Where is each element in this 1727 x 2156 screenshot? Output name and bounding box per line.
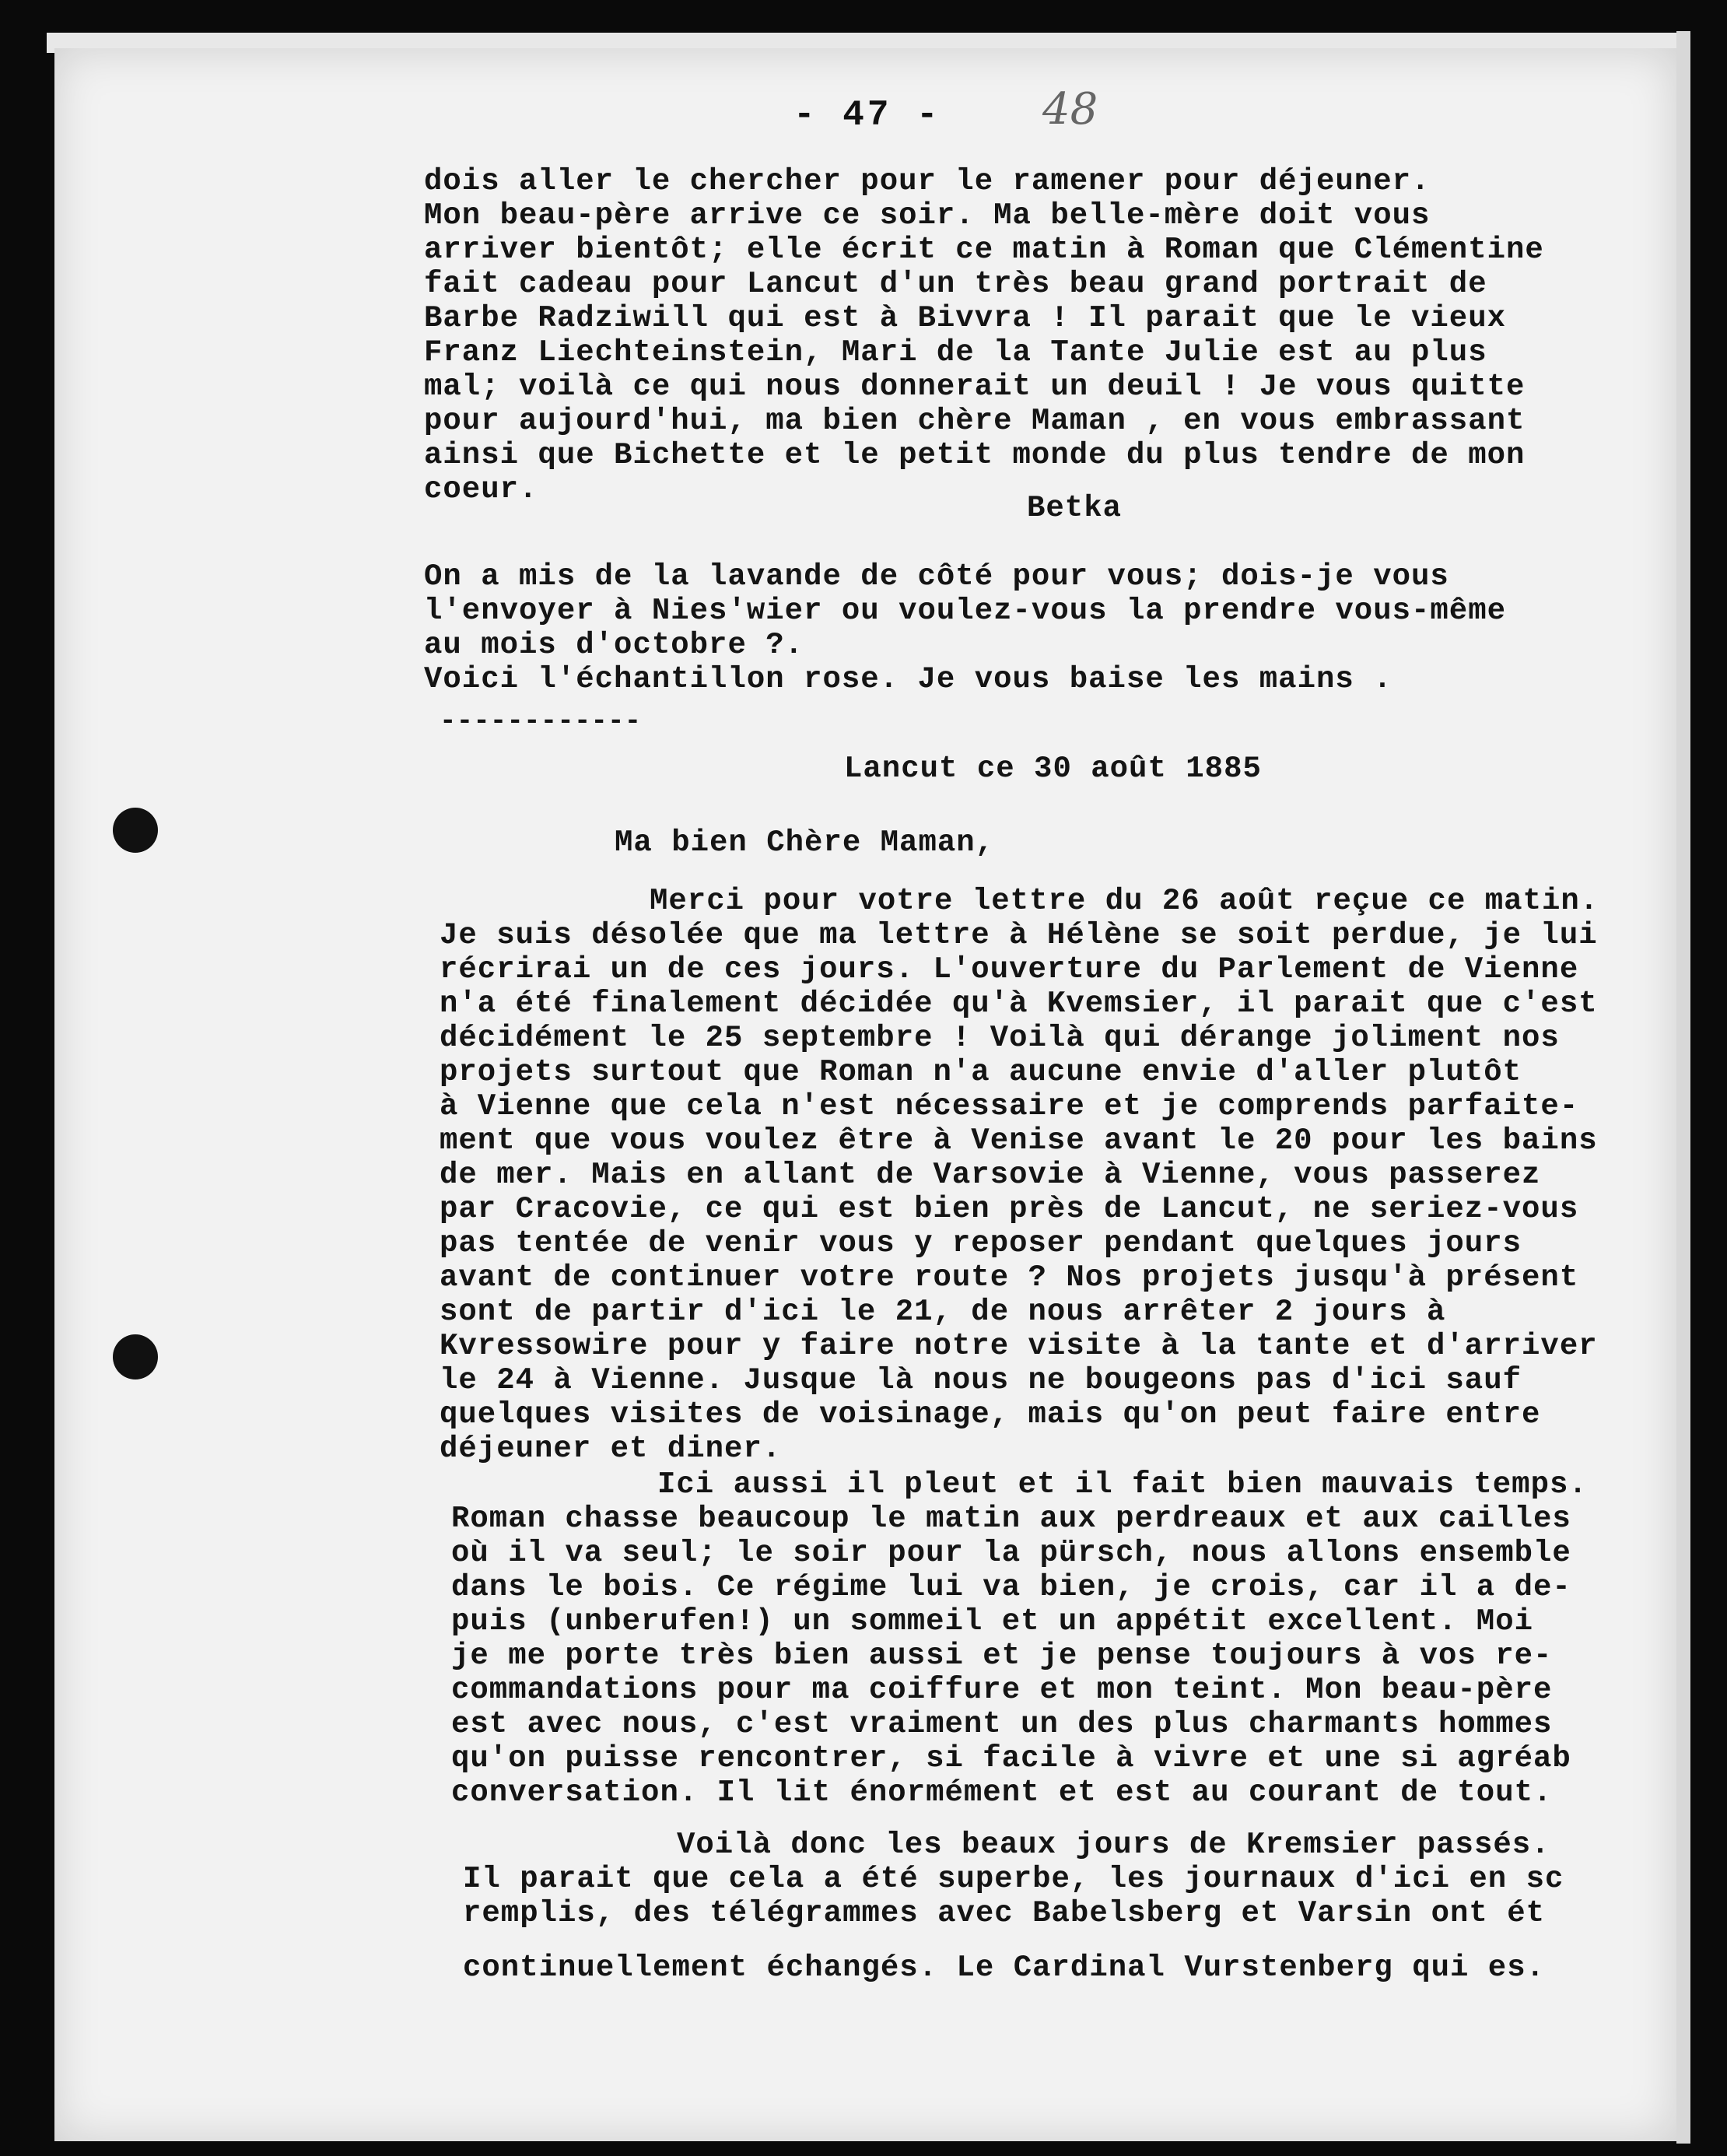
postscript-line: On a mis de la lavande de côté pour vous; dois-je vous bbox=[424, 559, 1449, 594]
text-line: pour aujourd'hui, ma bien chère Maman , en vous embrassant bbox=[424, 404, 1526, 438]
paragraph-line: Roman chasse beaucoup le matin aux perdreaux et aux cailles bbox=[451, 1502, 1571, 1536]
text-line: arriver bientôt; elle écrit ce matin à Roman que Clémentine bbox=[424, 233, 1544, 267]
paragraph-line: commandations pour ma coiffure et mon teint. Mon beau-père bbox=[451, 1673, 1553, 1707]
postscript-line: l'envoyer à Nies'wier ou voulez-vous la prendre vous-même bbox=[424, 594, 1507, 628]
paragraph-line: Ici aussi il pleut et il fait bien mauvais temps. bbox=[657, 1467, 1588, 1502]
paragraph-line: puis (unberufen!) un sommeil et un appétit excellent. Moi bbox=[451, 1604, 1534, 1639]
paragraph-line: Merci pour votre lettre du 26 août reçue ce matin. bbox=[650, 884, 1599, 918]
paragraph-line: ment que vous voulez être à Venise avant le 20 pour les bains bbox=[440, 1124, 1598, 1158]
paragraph-line: de mer. Mais en allant de Varsovie à Vienne, vous passerez bbox=[440, 1158, 1541, 1192]
page-number: - 47 - bbox=[793, 95, 941, 135]
paragraph-line: pas tentée de venir vous y reposer pendant quelques jours bbox=[440, 1226, 1522, 1260]
punch-hole bbox=[113, 1334, 158, 1379]
signature-betka: Betka bbox=[1027, 491, 1123, 525]
paragraph-line: dans le bois. Ce régime lui va bien, je crois, car il a de- bbox=[451, 1570, 1571, 1604]
paragraph-line: qu'on puisse rencontrer, si facile à vivre et une si agréab bbox=[451, 1741, 1571, 1776]
text-line: Franz Liechteinstein, Mari de la Tante Julie est au plus bbox=[424, 335, 1487, 370]
paragraph-line: quelques visites de voisinage, mais qu'on peut faire entre bbox=[440, 1397, 1541, 1432]
postscript-line: Voici l'échantillon rose. Je vous baise les mains . bbox=[424, 662, 1392, 696]
paragraph-line: je me porte très bien aussi et je pense toujours à vos re- bbox=[451, 1639, 1553, 1673]
paragraph-line: Kvressowire pour y faire notre visite à la tante et d'arriver bbox=[440, 1329, 1598, 1363]
paragraph-line: projets surtout que Roman n'a aucune envie d'aller plutôt bbox=[440, 1055, 1522, 1089]
paragraph-line: Il parait que cela a été superbe, les journaux d'ici en sc bbox=[463, 1862, 1564, 1896]
text-line: mal; voilà ce qui nous donnerait un deuil ! Je vous quitte bbox=[424, 370, 1526, 404]
text-line: ainsi que Bichette et le petit monde du plus tendre de mon bbox=[424, 438, 1526, 472]
paragraph-line: avant de continuer votre route ? Nos projets jusqu'à présent bbox=[440, 1260, 1579, 1295]
paragraph-line: décidément le 25 septembre ! Voilà qui dérange joliment nos bbox=[440, 1021, 1560, 1055]
paragraph-line: n'a été finalement décidée qu'à Kvemsier, il parait que c'est bbox=[440, 987, 1598, 1021]
paragraph-line: est avec nous, c'est vraiment un des plus charmants hommes bbox=[451, 1707, 1553, 1741]
page-edge bbox=[1676, 31, 1690, 2144]
postscript-line: au mois d'octobre ?. bbox=[424, 628, 804, 662]
paragraph-line: remplis, des télégrammes avec Babelsberg et Varsin ont ét bbox=[463, 1896, 1546, 1930]
separator-dashes: ------------ bbox=[440, 705, 642, 737]
letter-salutation: Ma bien Chère Maman, bbox=[615, 826, 995, 860]
paragraph-line: conversation. Il lit énormément et est au courant de tout. bbox=[451, 1776, 1553, 1810]
text-line: fait cadeau pour Lancut d'un très beau grand portrait de bbox=[424, 267, 1487, 301]
paragraph-line: déjeuner et diner. bbox=[440, 1432, 782, 1466]
paragraph-line: récrirai un de ces jours. L'ouverture du Parlement de Vienne bbox=[440, 952, 1579, 987]
paragraph-line: continuellement échangés. Le Cardinal Vurstenberg qui es. bbox=[463, 1951, 1546, 1985]
paragraph-line: par Cracovie, ce qui est bien près de Lancut, ne seriez-vous bbox=[440, 1192, 1579, 1226]
paragraph-line: sont de partir d'ici le 21, de nous arrêter 2 jours à bbox=[440, 1295, 1446, 1329]
punch-hole bbox=[113, 808, 158, 853]
handwritten-page-number: 48 bbox=[1042, 84, 1098, 135]
paragraph-line: Voilà donc les beaux jours de Kremsier passés. bbox=[677, 1828, 1550, 1862]
paragraph-line: le 24 à Vienne. Jusque là nous ne bougeons pas d'ici sauf bbox=[440, 1363, 1522, 1397]
paragraph-line: Je suis désolée que ma lettre à Hélène se soit perdue, je lui bbox=[440, 918, 1598, 952]
text-line: Mon beau-père arrive ce soir. Ma belle-mère doit vous bbox=[424, 198, 1431, 233]
text-line: dois aller le chercher pour le ramener pour déjeuner. bbox=[424, 164, 1431, 198]
text-line: Barbe Radziwill qui est à Bivvra ! Il parait que le vieux bbox=[424, 301, 1507, 335]
text-line: coeur. bbox=[424, 472, 538, 507]
paragraph-line: où il va seul; le soir pour la pürsch, nous allons ensemble bbox=[451, 1536, 1571, 1570]
paragraph-line: à Vienne que cela n'est nécessaire et je comprends parfaite- bbox=[440, 1089, 1579, 1124]
letter-dateline: Lancut ce 30 août 1885 bbox=[844, 752, 1262, 786]
